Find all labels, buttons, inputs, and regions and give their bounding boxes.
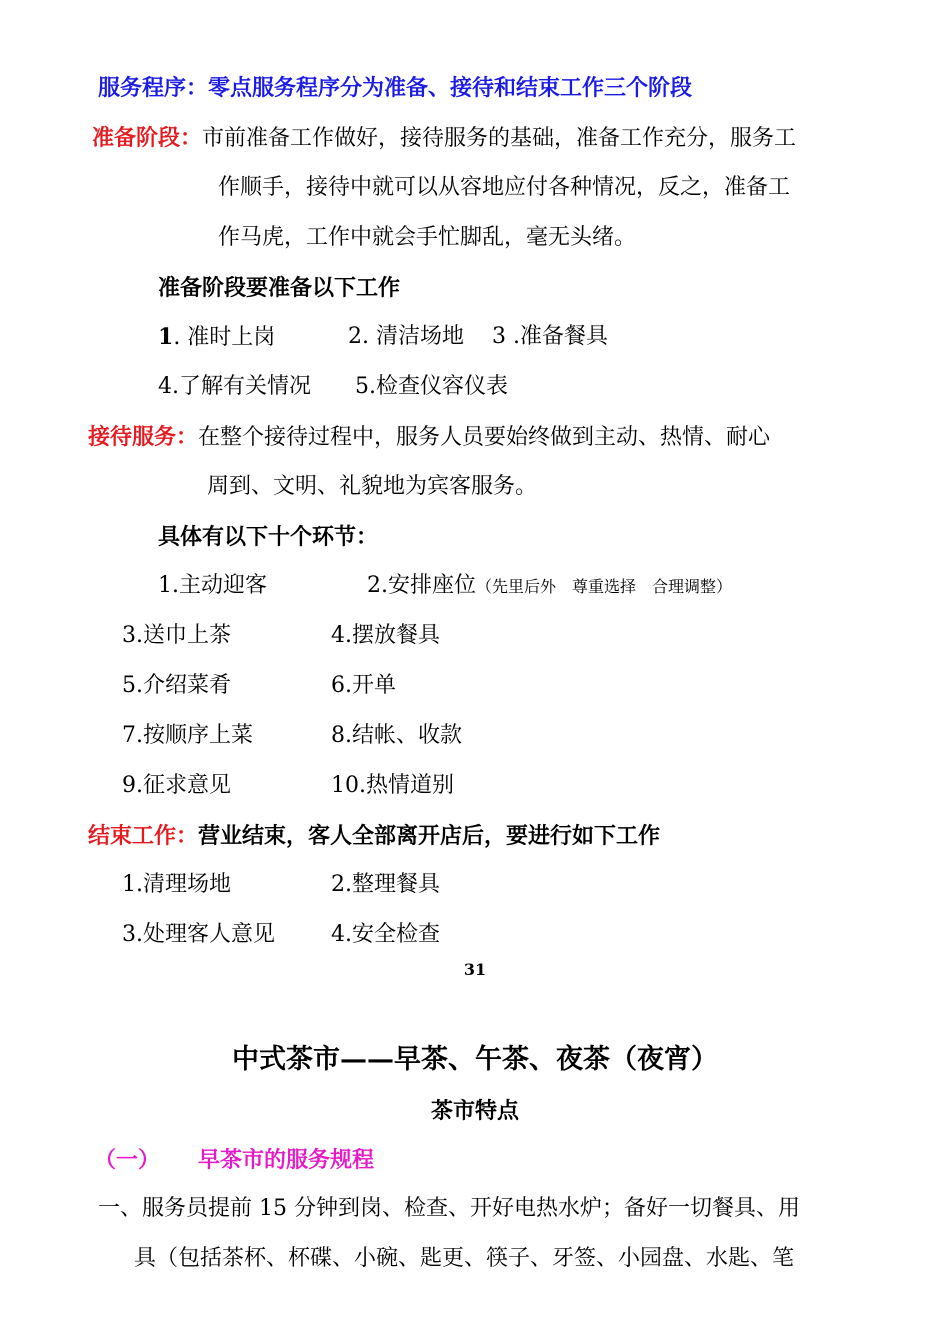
closing-label: 结束工作： [88,823,199,849]
closing-item-4: 4.安全检查 [331,922,440,947]
intro-text: 零点服务程序分为准备、接待和结束工作三个阶段 [208,75,693,101]
paragraph-line-2: 具（包括茶杯、杯碟、小碗、匙更、筷子、牙签、小园盘、水匙、笔 [134,1246,795,1271]
reception-text-1: 在整个接待过程中，服务人员要始终做到主动、热情、耐心 [198,425,771,450]
prep-line-2: 作顺手，接待中就可以从容地应付各种情况，反之，准备工 [218,175,791,200]
reception-item-4: 4.摆放餐具 [331,623,440,648]
closing-line [88,821,660,851]
reception-item-5: 5.介绍菜肴 [122,673,231,698]
paragraph-line-1: 一、服务员提前 15 分钟到岗、检查、开好电热水炉；备好一切餐具、用 [98,1196,800,1221]
reception-item-1: 1.主动迎客 [158,573,267,598]
closing-item-1: 1.清理场地 [122,872,231,897]
closing-text: 营业结束，客人全部离开店后，要进行如下工作 [198,823,661,849]
section-title: 中式茶市——早茶、午茶、夜茶（夜宵） [232,1044,718,1075]
reception-item-9: 9.征求意见 [122,773,231,798]
prep-item-1-text: . 准时上岗 [173,325,276,350]
prep-item-3 [492,322,608,352]
prep-item-5-num: 5 [355,374,369,399]
subsection-title: 早茶市的服务规程 [198,1147,375,1173]
prep-line-1 [92,123,796,154]
closing-item-2: 2.整理餐具 [331,872,440,897]
prep-item-3-text: .准备餐具 [506,324,608,349]
subsection-number: （一） [94,1147,161,1173]
reception-line-2: 周到、文明、礼貌地为宾客服务。 [207,474,538,499]
reception-subheading: 具体有以下十个环节： [158,524,379,550]
prep-item-2-text: . 清洁场地 [362,324,464,349]
reception-item-2-text: 2.安排座位 [367,573,476,598]
prep-item-4-num: 4 [158,374,172,399]
prep-item-5 [355,372,508,402]
prep-label: 准备阶段： [92,125,203,151]
prep-item-1-num: 1 [158,324,174,350]
section-subtitle: 茶市特点 [430,1098,519,1124]
subsection-heading [94,1145,374,1175]
reception-item-8: 8.结帐、收款 [331,723,462,748]
reception-item-2-note: （先里后外 尊重选择 合理调整） [476,577,733,596]
reception-item-6: 6.开单 [331,673,396,698]
prep-item-2-num: 2 [348,324,362,349]
reception-item-7: 7.按顺序上菜 [122,723,253,748]
prep-subheading: 准备阶段要准备以下工作 [158,275,401,301]
reception-line-1 [88,422,770,453]
prep-item-1 [158,322,275,353]
prep-item-4-text: .了解有关情况 [172,374,311,399]
prep-item-5-text: .检查仪容仪表 [369,374,508,399]
prep-item-3-num: 3 [492,324,506,349]
prep-item-4 [158,372,311,402]
prep-line-3: 作马虎，工作中就会手忙脚乱，毫无头绪。 [218,225,637,250]
closing-item-3: 3.处理客人意见 [122,922,275,947]
reception-item-10: 10.热情道别 [331,773,454,798]
intro-line [98,73,692,103]
prep-text-1: 市前准备工作做好，接待服务的基础，准备工作充分，服务工 [202,126,797,151]
reception-item-3: 3.送巾上茶 [122,623,231,648]
reception-item-2 [367,571,732,602]
prep-item-2 [348,322,464,352]
reception-label: 接待服务： [88,424,199,450]
page-number: 31 [463,960,487,979]
intro-label: 服务程序： [98,75,209,101]
